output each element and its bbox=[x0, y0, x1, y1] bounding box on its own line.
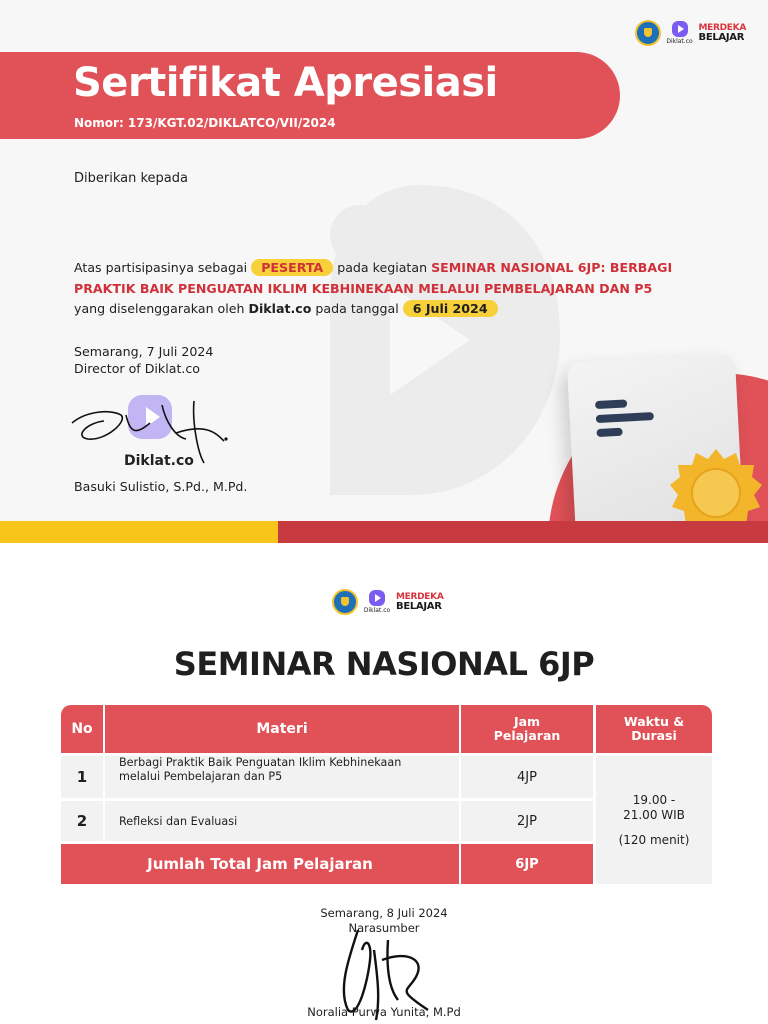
role-badge: PESERTA bbox=[251, 259, 333, 276]
belajar-text: BELAJAR bbox=[396, 600, 442, 612]
header-jp-line2: Pelajaran bbox=[493, 728, 561, 743]
header-waktu-line1: Waktu & bbox=[623, 714, 685, 729]
signer-position: Director of Diklat.co bbox=[74, 361, 201, 376]
merdeka-text: MERDEKA bbox=[698, 22, 746, 33]
row1-materi-line1: Berbagi Praktik Baik Penguatan Iklim Kebhinekaan bbox=[119, 756, 402, 769]
total-value: 6JP bbox=[461, 844, 593, 884]
belajar-text: BELAJAR bbox=[698, 31, 745, 43]
given-to-label: Diberikan kepada bbox=[74, 171, 188, 186]
statement-mid: pada kegiatan bbox=[337, 260, 428, 275]
diklat-logo-text: Diklat.co bbox=[363, 607, 391, 614]
total-label: Jumlah Total Jam Pelajaran bbox=[61, 844, 459, 884]
event-name: SEMINAR NASIONAL 6JP: BERBAGI PRAKTIK BAIK PENGUATAN IKLIM KEBHINEKAAN MELALUI PEMBELAJARAN DAN P5 bbox=[74, 260, 673, 296]
organizer-name: Diklat.co bbox=[248, 301, 312, 316]
time-end: 21.00 WIB bbox=[623, 807, 685, 822]
diklat-logo-icon bbox=[667, 21, 693, 45]
row1-materi bbox=[105, 756, 459, 798]
header-materi: Materi bbox=[105, 705, 459, 753]
kemdikbud-logo-icon bbox=[332, 589, 358, 615]
speaker-name: Noralia Purwa Yunita, M.Pd bbox=[307, 1005, 461, 1019]
time-duration-cell bbox=[596, 756, 712, 884]
header-jam-pelajaran bbox=[461, 705, 593, 753]
participation-statement bbox=[74, 258, 684, 320]
statement-prefix: Atas partisipasinya sebagai bbox=[74, 260, 248, 275]
duration: (120 menit) bbox=[618, 832, 690, 847]
director-name: Basuki Sulistio, S.Pd., M.Pd. bbox=[74, 479, 248, 494]
seminar-title: SEMINAR NASIONAL 6JP bbox=[173, 645, 595, 683]
footer-stripe-yellow bbox=[0, 521, 278, 543]
kemdikbud-logo-icon bbox=[635, 20, 661, 46]
row1-jp: 4JP bbox=[461, 756, 593, 798]
director-signature bbox=[66, 393, 236, 473]
header-logos bbox=[635, 20, 747, 46]
schedule-place-date: Semarang, 8 Juli 2024 bbox=[320, 906, 448, 920]
merdeka-belajar-logo bbox=[699, 24, 747, 43]
event-date-badge: 6 Juli 2024 bbox=[403, 300, 498, 317]
diklat-logo-icon bbox=[364, 590, 390, 614]
statement-date: pada tanggal bbox=[315, 301, 399, 316]
row1-materi-line2: melalui Pembelajaran dan P5 bbox=[119, 770, 283, 783]
place-date: Semarang, 7 Juli 2024 bbox=[74, 344, 214, 359]
footer-stripe-red bbox=[278, 521, 768, 543]
schedule-logos bbox=[332, 589, 444, 615]
merdeka-belajar-logo bbox=[396, 593, 444, 612]
certificate-title: Sertifikat Apresiasi bbox=[73, 60, 498, 106]
speaker-role: Narasumber bbox=[348, 921, 420, 935]
row2-jp: 2JP bbox=[461, 801, 593, 841]
header-waktu bbox=[596, 705, 712, 753]
stamp-text: Diklat.co bbox=[124, 453, 194, 469]
row1-no: 1 bbox=[61, 756, 103, 798]
certificate-number: Nomor: 173/KGT.02/DIKLATCO/VII/2024 bbox=[74, 116, 336, 130]
merdeka-text: MERDEKA bbox=[396, 591, 444, 602]
header-waktu-line2: Durasi bbox=[631, 728, 677, 743]
signature-block bbox=[74, 343, 213, 377]
diklat-logo-text: Diklat.co bbox=[666, 38, 693, 45]
row2-materi: Refleksi dan Evaluasi bbox=[105, 801, 459, 841]
statement-org: yang diselenggarakan oleh bbox=[74, 301, 245, 316]
row2-no: 2 bbox=[61, 801, 103, 841]
time-start: 19.00 - bbox=[632, 792, 676, 807]
header-no: No bbox=[61, 705, 103, 753]
header-jp-line1: Jam bbox=[513, 714, 541, 729]
watermark-icon bbox=[270, 175, 570, 505]
